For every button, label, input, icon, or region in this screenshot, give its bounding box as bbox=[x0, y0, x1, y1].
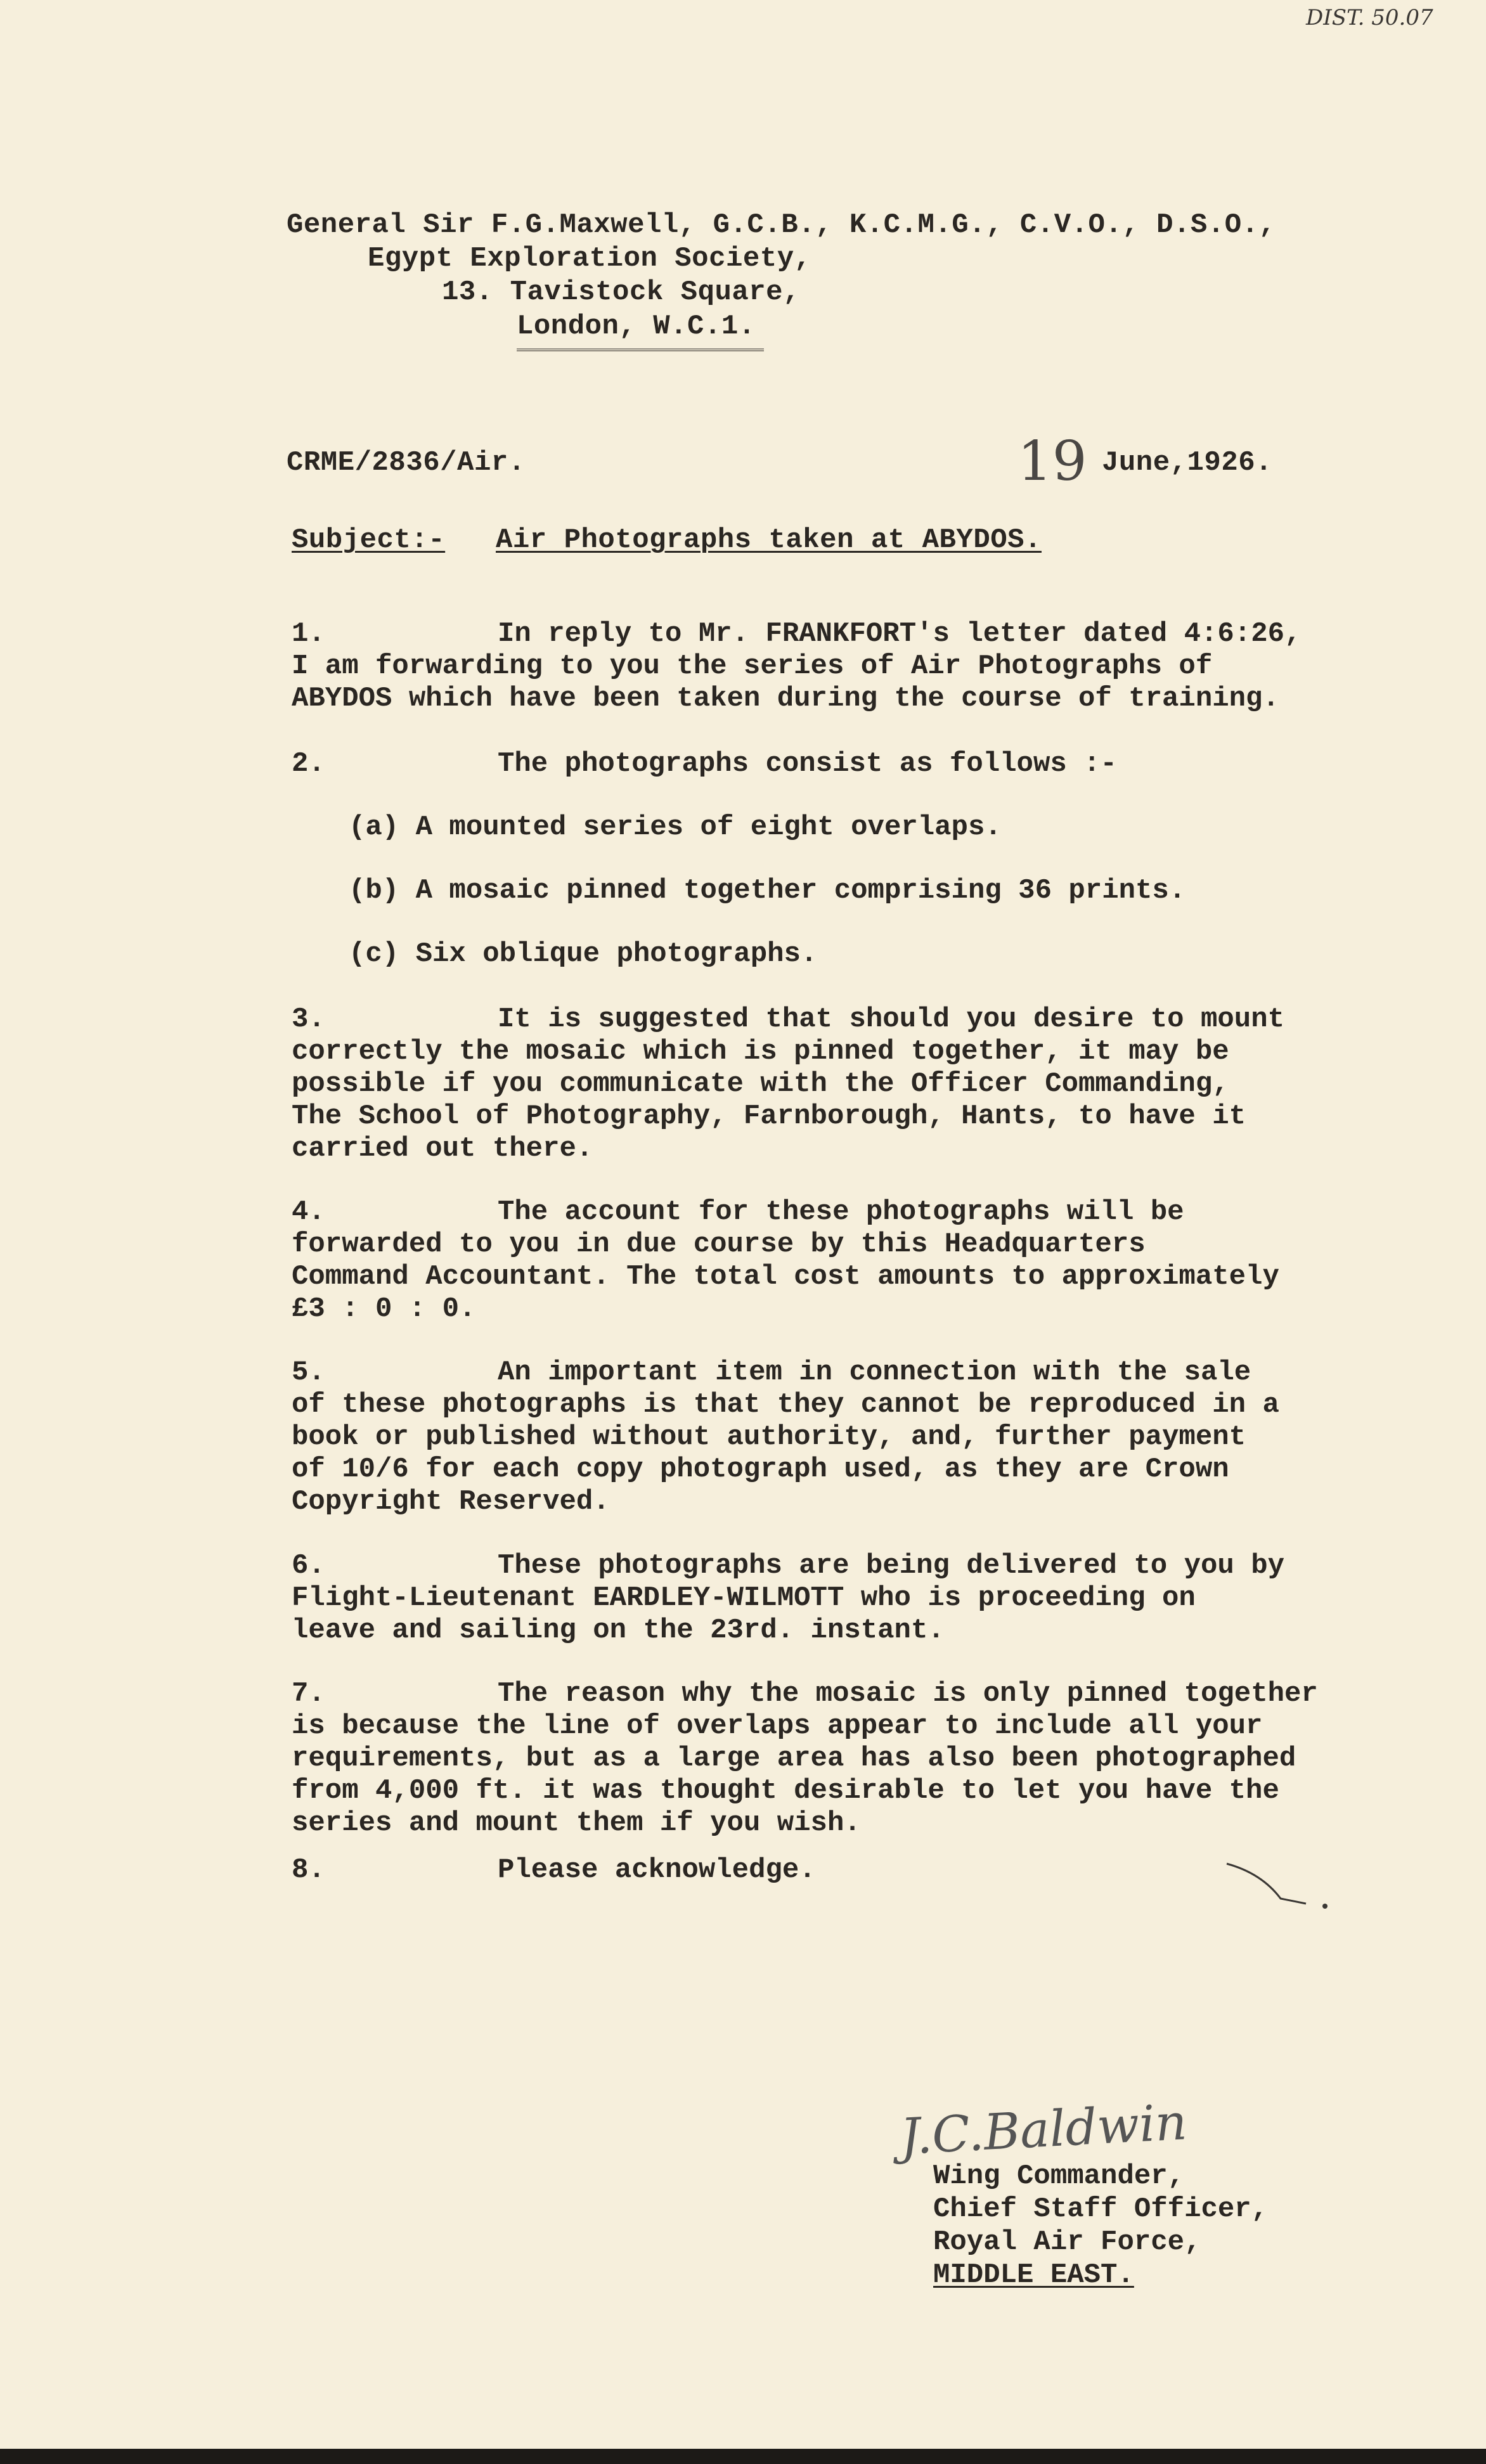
paragraph-3-line-5: carried out there. bbox=[292, 1133, 593, 1164]
archive-reference: DIST. 50.07 bbox=[1306, 5, 1433, 30]
paragraph-1-line-2: I am forwarding to you the series of Air Photographs of bbox=[292, 650, 1213, 682]
subject-label: Subject:- bbox=[292, 524, 446, 556]
paragraph-8-number: 8. bbox=[292, 1854, 325, 1886]
paragraph-2-number: 2. bbox=[292, 748, 325, 780]
paragraph-5-line-5: Copyright Reserved. bbox=[292, 1486, 610, 1518]
paragraph-6-line-2: Flight-Lieutenant EARDLEY-WILMOTT who is proceeding on bbox=[292, 1582, 1196, 1614]
pencil-mark bbox=[1224, 1854, 1338, 1911]
paragraph-4-number: 4. bbox=[292, 1196, 325, 1228]
paragraph-7-line-5: series and mount them if you wish. bbox=[292, 1807, 861, 1839]
date-month-year: June,1926. bbox=[1102, 447, 1273, 479]
reference-number: CRME/2836/Air. bbox=[287, 447, 526, 479]
signature-line-2: Chief Staff Officer, bbox=[933, 2193, 1269, 2225]
paragraph-3-line-3: possible if you communicate with the Officer Commanding, bbox=[292, 1068, 1229, 1100]
paragraph-1-line-3: ABYDOS which have been taken during the course of training. bbox=[292, 683, 1279, 714]
paragraph-3-line-2: correctly the mosaic which is pinned together, it may be bbox=[292, 1036, 1229, 1068]
address-line-2: Egypt Exploration Society, bbox=[368, 243, 811, 274]
subject-text: Air Photographs taken at ABYDOS. bbox=[496, 524, 1042, 556]
list-item-c: (c) Six oblique photographs. bbox=[349, 938, 818, 970]
list-item-b: (b) A mosaic pinned together comprising 36 prints. bbox=[349, 875, 1186, 906]
handwritten-signature: J.C.Baldwin bbox=[898, 2094, 1189, 2166]
address-line-1: General Sir F.G.Maxwell, G.C.B., K.C.M.G., C.V.O., D.S.O., bbox=[287, 209, 1276, 241]
paragraph-3-number: 3. bbox=[292, 1003, 325, 1035]
paragraph-5-number: 5. bbox=[292, 1357, 325, 1388]
paragraph-5-line-4: of 10/6 for each copy photograph used, as they are Crown bbox=[292, 1454, 1229, 1485]
paragraph-4-line-4: £3 : 0 : 0. bbox=[292, 1293, 476, 1325]
paragraph-5-line-2: of these photographs is that they cannot be reproduced in a bbox=[292, 1389, 1279, 1421]
paragraph-1-number: 1. bbox=[292, 618, 325, 650]
paragraph-1-line-1: In reply to Mr. FRANKFORT's letter dated 4:6:26, bbox=[498, 618, 1302, 650]
paragraph-6-line-3: leave and sailing on the 23rd. instant. bbox=[292, 1615, 945, 1646]
paragraph-5-line-3: book or published without authority, and, further payment bbox=[292, 1421, 1246, 1453]
signature-line-3: Royal Air Force, bbox=[933, 2226, 1201, 2258]
handwritten-day: 19 bbox=[1018, 430, 1087, 493]
paragraph-4-line-3: Command Accountant. The total cost amounts to approximately bbox=[292, 1261, 1279, 1293]
paragraph-7-line-4: from 4,000 ft. it was thought desirable to let you have the bbox=[292, 1775, 1279, 1807]
address-line-4: London, W.C.1. bbox=[517, 311, 756, 342]
signature-line-1: Wing Commander, bbox=[933, 2160, 1185, 2192]
paragraph-7-line-2: is because the line of overlaps appear to include all your bbox=[292, 1710, 1263, 1742]
paragraph-2-line-1: The photographs consist as follows :- bbox=[498, 748, 1117, 780]
paragraph-8-line-1: Please acknowledge. bbox=[498, 1854, 816, 1886]
scan-bottom-edge bbox=[0, 2449, 1486, 2464]
paragraph-4-line-1: The account for these photographs will be bbox=[498, 1196, 1184, 1228]
paragraph-7-line-1: The reason why the mosaic is only pinned together bbox=[498, 1678, 1318, 1710]
paragraph-7-line-3: requirements, but as a large area has also been photographed bbox=[292, 1743, 1296, 1774]
paragraph-5-line-1: An important item in connection with the sale bbox=[498, 1357, 1251, 1388]
address-underline bbox=[517, 349, 764, 354]
signature-line-4: MIDDLE EAST. bbox=[933, 2259, 1134, 2291]
paragraph-3-line-4: The School of Photography, Farnborough, Hants, to have it bbox=[292, 1100, 1246, 1132]
paragraph-7-number: 7. bbox=[292, 1678, 325, 1710]
paragraph-6-number: 6. bbox=[292, 1550, 325, 1582]
paragraph-3-line-1: It is suggested that should you desire to mount bbox=[498, 1003, 1285, 1035]
paragraph-6-line-1: These photographs are being delivered to you by bbox=[498, 1550, 1285, 1582]
paragraph-4-line-2: forwarded to you in due course by this Headquarters bbox=[292, 1229, 1146, 1260]
list-item-a: (a) A mounted series of eight overlaps. bbox=[349, 811, 1002, 843]
address-line-3: 13. Tavistock Square, bbox=[442, 276, 800, 308]
